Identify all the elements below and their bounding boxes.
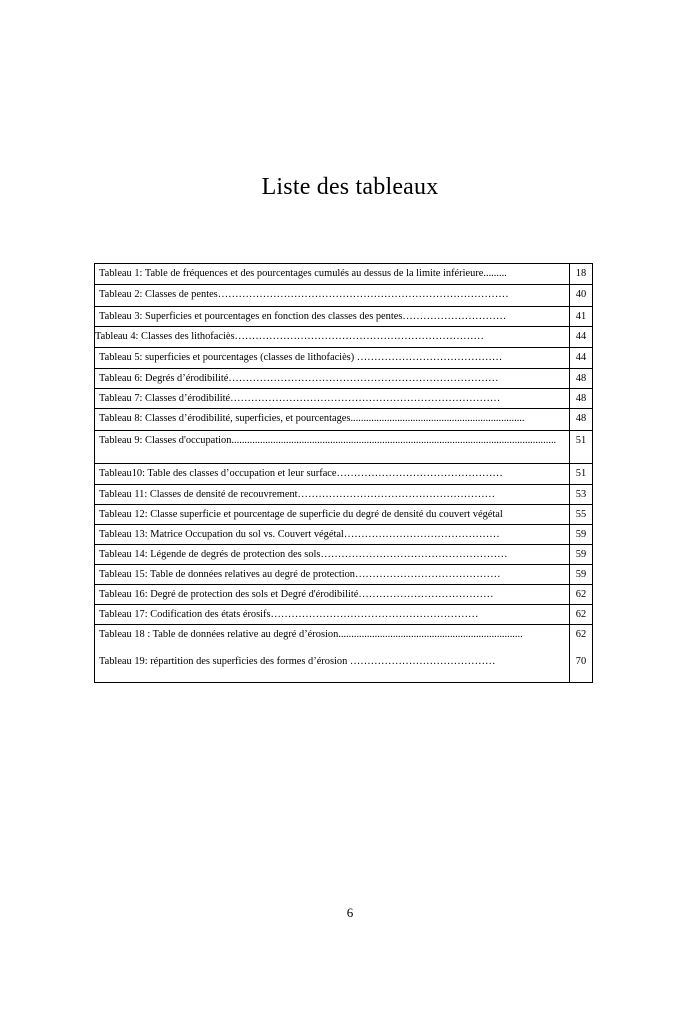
toc-row: [95, 307, 593, 327]
toc-entry-title: Tableau 17: Codification des états érosifs……………………………………………………: [99, 609, 479, 620]
toc-entry-cell: [95, 485, 570, 505]
toc-row: [95, 369, 593, 389]
toc-row: [95, 264, 593, 285]
toc-entry-cell: [95, 389, 570, 409]
toc-entry-title: Tableau 4: Classes des lithofaciès………………………………………………………………: [95, 331, 484, 342]
toc-row: [95, 545, 593, 565]
toc-body: [95, 264, 593, 683]
toc-entry-cell: [95, 464, 570, 485]
toc-row: [95, 505, 593, 525]
toc-entry-title: Tableau 12: Classe superficie et pourcentage de superficie du degré de densité du couvert végétal: [99, 509, 503, 520]
toc-row: [95, 348, 593, 369]
toc-page-cell: [569, 505, 592, 525]
toc-entry-cell: [95, 565, 570, 585]
toc-row: [95, 431, 593, 464]
toc-page-number: 41: [575, 311, 587, 322]
toc-page-number: 51: [575, 435, 587, 446]
toc-page-number: 59: [575, 529, 587, 540]
toc-row: [95, 585, 593, 605]
toc-entry-cell: [95, 585, 570, 605]
toc-page-number: 44: [575, 352, 587, 363]
toc-entry-title: Tableau 9: Classes d'occupation.............................................................................................................................: [99, 435, 557, 446]
toc-page-cell: [569, 409, 592, 431]
toc-entry-cell: [95, 625, 570, 683]
toc-page-cell: [569, 389, 592, 409]
toc-entry-cell: [95, 525, 570, 545]
toc-page-cell: [569, 264, 592, 285]
toc-entry-cell: [95, 369, 570, 389]
toc-page-number: 48: [575, 373, 587, 384]
toc-entry-title: Tableau 19: répartition des superficies des formes d’érosion ……………………………………: [99, 656, 496, 667]
toc-page-number: 59: [575, 549, 587, 560]
toc-entry-title: Tableau 13: Matrice Occupation du sol vs. Couvert végétal………………………………………: [99, 529, 500, 540]
toc-row: [95, 389, 593, 409]
page-number: 6: [346, 905, 354, 920]
toc-page-number: 48: [575, 393, 587, 404]
toc-page-number: 40: [575, 289, 587, 300]
toc-row: [95, 625, 593, 683]
toc-entry-title: Tableau 16: Degré de protection des sols et Degré d'érodibilité…………………………………: [99, 589, 494, 600]
toc-page-number: 18: [575, 268, 587, 279]
toc-row: [95, 327, 593, 348]
toc-page-cell: [569, 369, 592, 389]
toc-page-cell: [569, 525, 592, 545]
toc-entry-cell: [95, 285, 570, 307]
toc-page-number: 62: [575, 629, 587, 640]
toc-page-number: 55: [575, 509, 587, 520]
toc-page-number: 62: [575, 589, 587, 600]
toc-entry-title: Tableau 8: Classes d’érodibilité, superficies, et pourcentages...................................................................: [99, 413, 525, 424]
toc-entry-title: Tableau 14: Légende de degrés de protection des sols………………………………………………: [99, 549, 508, 560]
toc-page-cell: [569, 545, 592, 565]
toc-row: [95, 485, 593, 505]
toc-page-number: 62: [575, 609, 587, 620]
toc-page-number: 44: [575, 331, 587, 342]
toc-page-number: 48: [575, 413, 587, 424]
toc-entry-cell: [95, 505, 570, 525]
toc-entry-cell: [95, 307, 570, 327]
toc-page-cell: [569, 431, 592, 464]
toc-entry-cell: [95, 327, 570, 348]
toc-entry-cell: [95, 431, 570, 464]
toc-entry-title: Tableau 5: superficies et pourcentages (classes de lithofaciès) ……………………………………: [99, 352, 503, 363]
toc-page-cell: [569, 585, 592, 605]
toc-entry-cell: [95, 605, 570, 625]
toc-entry-cell: [95, 545, 570, 565]
toc-page-number: 59: [575, 569, 587, 580]
toc-page-cell: [569, 464, 592, 485]
toc-entry-cell: [95, 409, 570, 431]
toc-entry-title: Tableau 2: Classes de pentes…………………………………………………………………………: [99, 289, 509, 300]
toc-page-cell: [569, 625, 592, 683]
toc-entry-cell: [95, 264, 570, 285]
table-of-tables: [94, 263, 593, 683]
toc-entry-title: Tableau 11: Classes de densité de recouvrement…………………………………………………: [99, 489, 495, 500]
toc-page-cell: [569, 485, 592, 505]
toc-page-cell: [569, 605, 592, 625]
toc-entry-title: Tableau 15: Table de données relatives au degré de protection……………………………………: [99, 569, 501, 580]
toc-row: [95, 605, 593, 625]
toc-entry-title: Tableau 6: Degrés d’érodibilité……………………………………………………………………: [99, 373, 499, 384]
toc-page-number: 53: [575, 489, 587, 500]
toc-entry-title: Tableau 1: Table de fréquences et des pourcentages cumulés au dessus de la limite inférieure.........: [99, 268, 507, 279]
toc-page-cell: [569, 565, 592, 585]
toc-page-cell: [569, 348, 592, 369]
toc-row: [95, 409, 593, 431]
toc-page-cell: [569, 327, 592, 348]
toc-page-cell: [569, 285, 592, 307]
toc-page-number: 51: [575, 468, 587, 479]
toc-entry-title: Tableau10: Table des classes d’occupation et leur surface…………………………………………: [99, 468, 503, 479]
toc-entry-cell: [95, 348, 570, 369]
toc-entry-title: Tableau 7: Classes d’érodibilité……………………………………………………………………: [99, 393, 501, 404]
toc-page-number: 70: [575, 656, 587, 667]
toc-row: [95, 285, 593, 307]
toc-row: [95, 565, 593, 585]
toc-row: [95, 525, 593, 545]
page-title: Liste des tableaux: [261, 174, 439, 200]
toc-entry-title: Tableau 3: Superficies et pourcentages en fonction des classes des pentes…………………………: [99, 311, 507, 322]
toc-entry-title: Tableau 18 : Table de données relative au degré d’érosion.......................................................................: [99, 629, 523, 640]
toc-page-cell: [569, 307, 592, 327]
toc-row: [95, 464, 593, 485]
